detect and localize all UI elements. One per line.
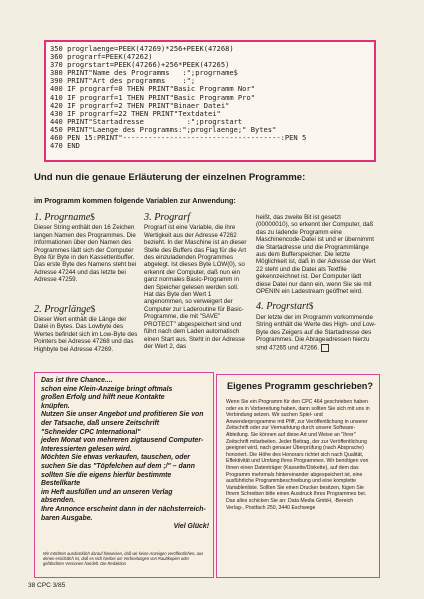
ad-line: baren Ausgabe. bbox=[41, 514, 93, 522]
section-prograrf-continued: heißt, das zweite Bit ist gesetzt (00000010), so erkennt der Computer, daß das zu ladende Programm eine Maschinencode-Datei ist und er übernimmt die Startadresse und die Programmlänge aus dem Bufferspeicher. Die letzte Möglichkeit ist, daß in der Adresse der Wert 22 steht und die Datei als Textfile gekennzeichnet ist. Der Computer lädt diese Datei nur dann ein, wenn Sie sie mit OPENIN ein Ladestream geöffnet wird. bbox=[256, 214, 376, 296]
classified-ad-box bbox=[34, 372, 214, 578]
column-2 bbox=[144, 214, 248, 350]
submission-text: Wenn Sie ein Programm für den CPC 464 geschrieben haben oder es in Vorbereitung haben, dann sollten Sie sich mit uns in Verbindung setzen. Wir suchen Spiel- und Anwenderprogramme mit Pfiff, zur Veröffentlichung in unserer Zeitschrift oder zur Vermarktung durch unsere Software-Abteilung. Sie können auf diese Art und Weise an "Ihrer" Zeitschrift mitarbeiten. Jeder Beitrag, der zur Veröffentlichung geeignet wird, nach genauer Überprüfung (nach Absprache) honoriert. Die Höhe des Honorars richtet sich nach Qualität, Effektivität und Umfang Ihres Programmes. Wir benötigen von Ihnen einen Datenträger (Kassette/Diskette), auf dem das Programm mehrmals hintereinander abgespeichert ist, eine ausführliche Programmbeschreibung und eine komplette Variablenliste. Sollten Sie einen Drucker besitzen, fügen Sie Ihrem Schreiben bitte einen Ausdruck Ihres Programmes bei. Das alles schicken Sie an: Data Media GmbH, -Bereich Verlag-, Postfach 250, 3440 Eschwege bbox=[226, 399, 370, 511]
ad-text bbox=[41, 377, 209, 532]
section-progrname-text: Dieser String enthält den 16 Zeichen langen Namen des Programmes. Die Informationen über den Namen des Programmes lädt sich der Computer Byte für Byte in den Kassettenbuffer. Das erste Byte des Namens steht bei Adresse 47244 und das letzte bei Adresse 47259. bbox=[34, 224, 137, 284]
section-heading: Und nun die genaue Erläuterung der einzelnen Programme: bbox=[34, 172, 306, 183]
ad-line: Das ist Ihre Chance.... bbox=[41, 377, 113, 384]
code-listing bbox=[44, 40, 376, 162]
ad-disclaimer: Wir möchten ausdrücklich darauf hinweisen, daß wir keine Anzeigen veröffentlichen, aus denen ersichtlich ist, daß es sich hierbei um Verbreitungen von Raubkopien oder gefälschten Versionen handelt. Die Redaktion bbox=[43, 551, 204, 566]
ad-line: knüpfen. bbox=[41, 402, 70, 410]
ad-line: sollten Sie die eigens hierfür bestimmte Bestellkarte bbox=[41, 471, 172, 488]
end-mark-icon bbox=[321, 344, 329, 352]
section-prograrf-title: 3. Prograrf bbox=[144, 212, 191, 223]
ad-line: jeden Monat von mehreren zigtausend Computer- bbox=[41, 437, 204, 445]
ad-line: Nutzen Sie unser Angebot und profitieren Sie von bbox=[41, 411, 204, 419]
column-1 bbox=[34, 214, 138, 353]
ad-line: im Heft ausfüllen und an unseren Verlag bbox=[41, 488, 173, 496]
ad-line: suchen Sie das "Töpfelchen auf dem ;/" – dann bbox=[41, 462, 195, 470]
column-3 bbox=[256, 214, 376, 352]
ad-line: Möchten Sie etwas verkaufen, tauschen, oder bbox=[41, 454, 190, 462]
ad-line: Viel Glück! bbox=[173, 523, 209, 531]
ad-line: "Schneider CPC International" bbox=[41, 428, 141, 436]
page-footer: 38 CPC 3/85 bbox=[28, 582, 66, 589]
ad-line: Ihre Annonce erscheint dann in der nächsterreich- bbox=[41, 505, 206, 513]
ad-line: absenden. bbox=[41, 497, 76, 505]
section-prograrf-text: Prograrf ist eine Variable, die ihre Wertigkeit aus der Adresse 47262 bezieht. In der Maschine ist an dieser Stelle des Buffers das Flag für die Art des einzuladenden Programmes abgelegt. Ist dieses Byte LOW(0), so erkennt der Computer, daß nun ein ganz normales Basic-Programm in den Speicher gelesen werden soll. Hat das Byte den Wert 1 angenommen, so verweigert der Computer zur Laderoutine für Basic-Programme, die mit "SAVE" PROTECT" abgespeichert sind und führt nach dem Laden automatisch einen Start aus. Steht in der Adresse der Wert 2, das bbox=[144, 224, 247, 350]
variables-subheading: im Programm kommen folgende Variablen zur Anwendung: bbox=[34, 196, 236, 205]
ad-line: Interessierten gelesen wird. bbox=[41, 445, 132, 453]
program-submission-box bbox=[216, 374, 380, 578]
section-progrstart-title: 4. Progrstart$ bbox=[256, 301, 314, 313]
section-progrlaenge-title: 2. Progrlänge$ bbox=[34, 303, 96, 315]
section-progrstart-text: Der letzte der im Programm vorkommende String enthält die Werte des High- und Low-Byte des Zeigers auf die Startadresse des Programmes. Die Abrageadressen hierzu sind 47265 und 47266. bbox=[256, 313, 376, 352]
submission-title: Eigenes Programm geschrieben? bbox=[227, 381, 374, 391]
section-progrlaenge-text: Dieser Wert enthält die Länge der Datei in Bytes. Das Lowbyte des Wertes befindet sich im Low-Byte des Pointers bei Adresse 47268 und das Highbyte bei Adresse 47269. bbox=[34, 316, 138, 353]
ad-line: schon eine Klein-Anzeige bringt oftmals bbox=[41, 385, 173, 393]
ad-line: der Tatsache, daß unsere Zeitschrift bbox=[41, 419, 160, 427]
ad-line: großen Erfolg und hilft neue Kontakte bbox=[41, 394, 165, 402]
section-progrname-title: 1. Progrname$ bbox=[34, 212, 95, 223]
code-text: 350 progrlaenge=PEEK(47269)*256+PEEK(47268) 360 prograrf=PEEK(47262) 370 progrstart=PEEK(47266)+256*PEEK(47265) 380 PRINT"Name des Programms :";progrname$ 390 PRINT"Art des programms :"; 400 IF prograrf=0 THEN PRINT"Basic Programm Nor" 410 IF prograrf=1 THEN PRINT"Basic Programm Pro" 420 IF prograrf=2 THEN PRINT"Binaer Datei" 430 IF prograrf=22 THEN PRINT"Textdatei" 440 PRINT"Startadresse :";progrstart 450 PRINT"Laenge des Programms:";progrlaenge;" Bytes" 460 PEN 15:PRINT"-------------------------------------:PEN 5 470 END bbox=[50, 44, 307, 151]
